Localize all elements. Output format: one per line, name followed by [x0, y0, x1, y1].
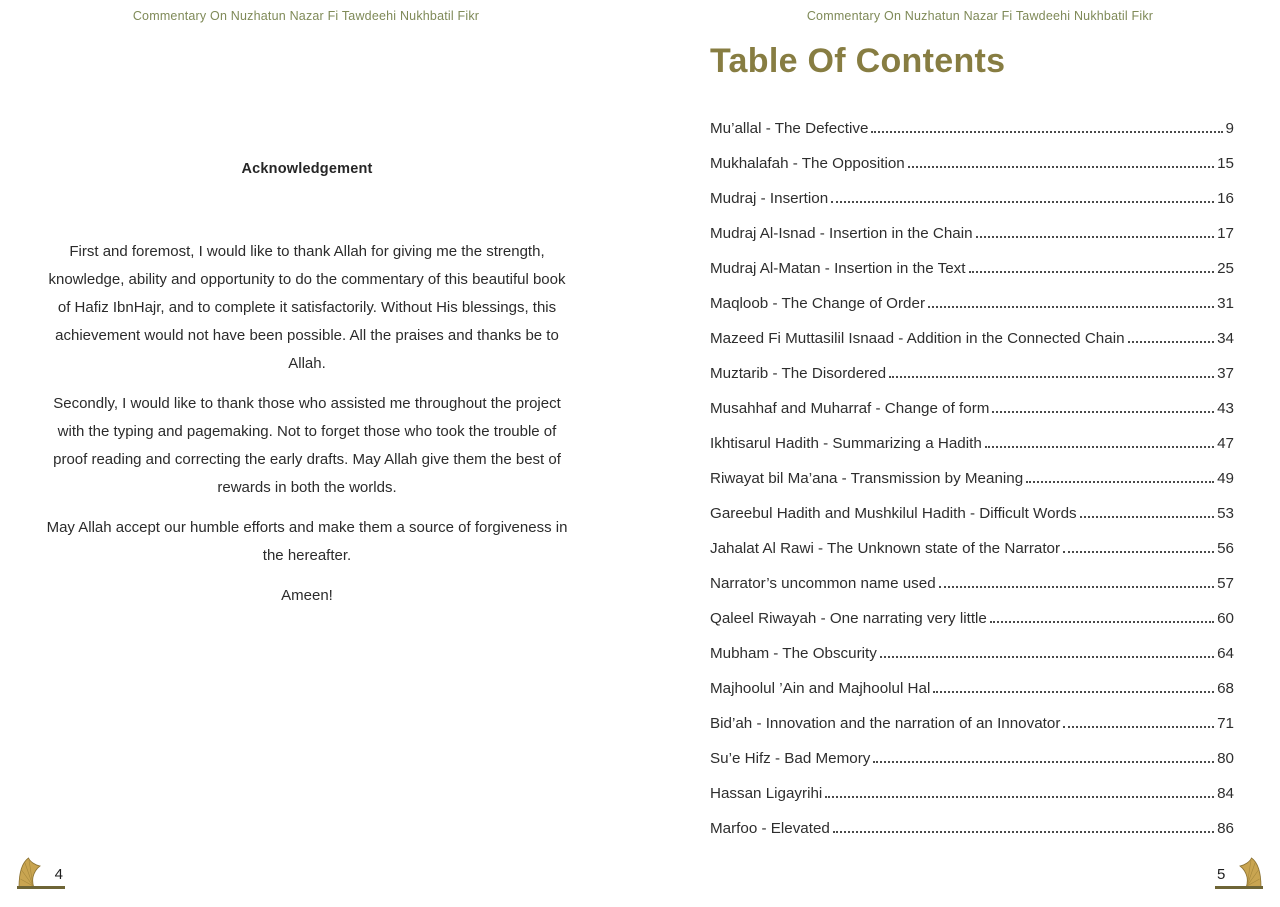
toc-entry: [710, 178, 1234, 213]
toc-entry-page-number: 71: [1217, 715, 1234, 732]
dot-leader: [1128, 341, 1215, 343]
acknowledgement-paragraph: First and foremost, I would like to thank Allah for giving me the strength, knowledge, ability and opportunity to do the commentary of this beautiful book of Hafiz IbnHajr, and to complete it satisfactorily. Without His blessings, this achievement would not have been possible. All the praises and thanks be to Allah.: [48, 243, 566, 372]
toc-list: [710, 108, 1234, 843]
toc-entry-page-number: 43: [1217, 400, 1234, 417]
toc-entry-page-number: 31: [1217, 295, 1234, 312]
toc-entry-page-number: 25: [1217, 260, 1234, 277]
dot-leader: [889, 376, 1214, 378]
toc-entry-page-number: 47: [1217, 435, 1234, 452]
toc-entry-label: Bid’ah - Innovation and the narration of an Innovator: [710, 715, 1061, 732]
dot-leader: [873, 761, 1214, 763]
dot-leader: [1063, 726, 1214, 728]
toc-entry: [710, 773, 1234, 808]
acknowledgement-body: [42, 238, 572, 610]
dot-leader: [1026, 481, 1214, 483]
toc-entry: [710, 703, 1234, 738]
dot-leader: [831, 201, 1214, 203]
toc-entry: [710, 738, 1234, 773]
toc-title: Table Of Contents: [710, 42, 1006, 80]
toc-entry: [710, 248, 1234, 283]
dot-leader: [880, 656, 1214, 658]
corner-ornament-icon: [17, 857, 41, 887]
dot-leader: [969, 271, 1215, 273]
toc-entry-page-number: 9: [1225, 120, 1234, 137]
toc-entry-page-number: 64: [1217, 645, 1234, 662]
toc-entry-label: Marfoo - Elevated: [710, 820, 830, 837]
toc-entry: [710, 108, 1234, 143]
toc-entry: [710, 353, 1234, 388]
toc-entry-page-number: 60: [1217, 610, 1234, 627]
dot-leader: [992, 411, 1214, 413]
dot-leader: [933, 691, 1214, 693]
running-header-right: Commentary On Nuzhatun Nazar Fi Tawdeehi Nukhbatil Fikr: [806, 9, 1154, 23]
toc-entry-label: Riwayat bil Ma’ana - Transmission by Meaning: [710, 470, 1024, 487]
dot-leader: [939, 586, 1214, 588]
toc-entry-label: Musahhaf and Muharraf - Change of form: [710, 400, 990, 417]
dot-leader: [1063, 551, 1214, 553]
toc-entry-page-number: 17: [1217, 225, 1234, 242]
acknowledgement-paragraph: Secondly, I would like to thank those who assisted me throughout the project with the typing and pagemaking. Not to forget those who took the trouble of proof reading and correcting the early drafts. May Allah give them the best of rewards in both the worlds.: [53, 395, 561, 496]
toc-entry: [710, 528, 1234, 563]
toc-entry-page-number: 68: [1217, 680, 1234, 697]
toc-entry-page-number: 53: [1217, 505, 1234, 522]
footer-rule-left: [17, 886, 65, 889]
toc-entry-page-number: 34: [1217, 330, 1234, 347]
toc-entry: [710, 213, 1234, 248]
toc-entry: [710, 633, 1234, 668]
toc-entry: [710, 283, 1234, 318]
dot-leader: [985, 446, 1214, 448]
toc-entry: [710, 598, 1234, 633]
toc-entry-label: Gareebul Hadith and Mushkilul Hadith - Difficult Words: [710, 505, 1077, 522]
toc-entry-label: Majhoolul ’Ain and Majhoolul Hal: [710, 680, 931, 697]
toc-entry-label: Mubham - The Obscurity: [710, 645, 877, 662]
toc-entry-label: Su’e Hifz - Bad Memory: [710, 750, 871, 767]
toc-entry: [710, 808, 1234, 843]
toc-entry-label: Maqloob - The Change of Order: [710, 295, 925, 312]
toc-entry-label: Mudraj Al-Isnad - Insertion in the Chain: [710, 225, 973, 242]
toc-entry: [710, 318, 1234, 353]
toc-entry-label: Mukhalafah - The Opposition: [710, 155, 905, 172]
toc-entry-page-number: 16: [1217, 190, 1234, 207]
dot-leader: [833, 831, 1214, 833]
dot-leader: [976, 236, 1215, 238]
toc-entry-label: Muztarib - The Disordered: [710, 365, 887, 382]
toc-entry-page-number: 49: [1217, 470, 1234, 487]
toc-entry-page-number: 56: [1217, 540, 1234, 557]
footer-left: [17, 855, 65, 889]
toc-entry-label: Narrator’s uncommon name used: [710, 575, 936, 592]
toc-entry-page-number: 86: [1217, 820, 1234, 837]
toc-entry-label: Jahalat Al Rawi - The Unknown state of the Narrator: [710, 540, 1061, 557]
toc-entry-label: Qaleel Riwayah - One narrating very little: [710, 610, 987, 627]
corner-ornament-icon: [1239, 857, 1263, 887]
toc-entry-label: Hassan Ligayrihi: [710, 785, 823, 802]
toc-entry-label: Mudraj Al-Matan - Insertion in the Text: [710, 260, 966, 277]
dot-leader: [825, 796, 1214, 798]
toc-entry-label: Ikhtisarul Hadith - Summarizing a Hadith: [710, 435, 982, 452]
toc-entry-page-number: 15: [1217, 155, 1234, 172]
footer-right: [1215, 855, 1263, 889]
toc-entry-label: Mu’allal - The Defective: [710, 120, 869, 137]
running-header-left: Commentary On Nuzhatun Nazar Fi Tawdeehi Nukhbatil Fikr: [132, 9, 480, 23]
toc-entry: [710, 493, 1234, 528]
toc-entry: [710, 668, 1234, 703]
dot-leader: [871, 131, 1222, 133]
toc-entry: [710, 423, 1234, 458]
footer-rule-right: [1215, 886, 1263, 889]
acknowledgement-heading: Acknowledgement: [241, 161, 373, 177]
acknowledgement-paragraph: Ameen!: [281, 587, 333, 604]
page-number-left: 4: [54, 866, 63, 883]
toc-entry: [710, 143, 1234, 178]
dot-leader: [990, 621, 1214, 623]
toc-entry: [710, 563, 1234, 598]
toc-entry-label: Mazeed Fi Muttasilil Isnaad - Addition in the Connected Chain: [710, 330, 1125, 347]
toc-entry-page-number: 84: [1217, 785, 1234, 802]
toc-entry-label: Mudraj - Insertion: [710, 190, 829, 207]
dot-leader: [1080, 516, 1214, 518]
toc-entry-page-number: 80: [1217, 750, 1234, 767]
dot-leader: [928, 306, 1214, 308]
page-number-right: 5: [1217, 866, 1226, 883]
toc-entry: [710, 388, 1234, 423]
toc-entry-page-number: 37: [1217, 365, 1234, 382]
toc-entry-page-number: 57: [1217, 575, 1234, 592]
toc-entry: [710, 458, 1234, 493]
dot-leader: [908, 166, 1214, 168]
acknowledgement-paragraph: May Allah accept our humble efforts and make them a source of forgiveness in the hereafter.: [46, 519, 568, 564]
